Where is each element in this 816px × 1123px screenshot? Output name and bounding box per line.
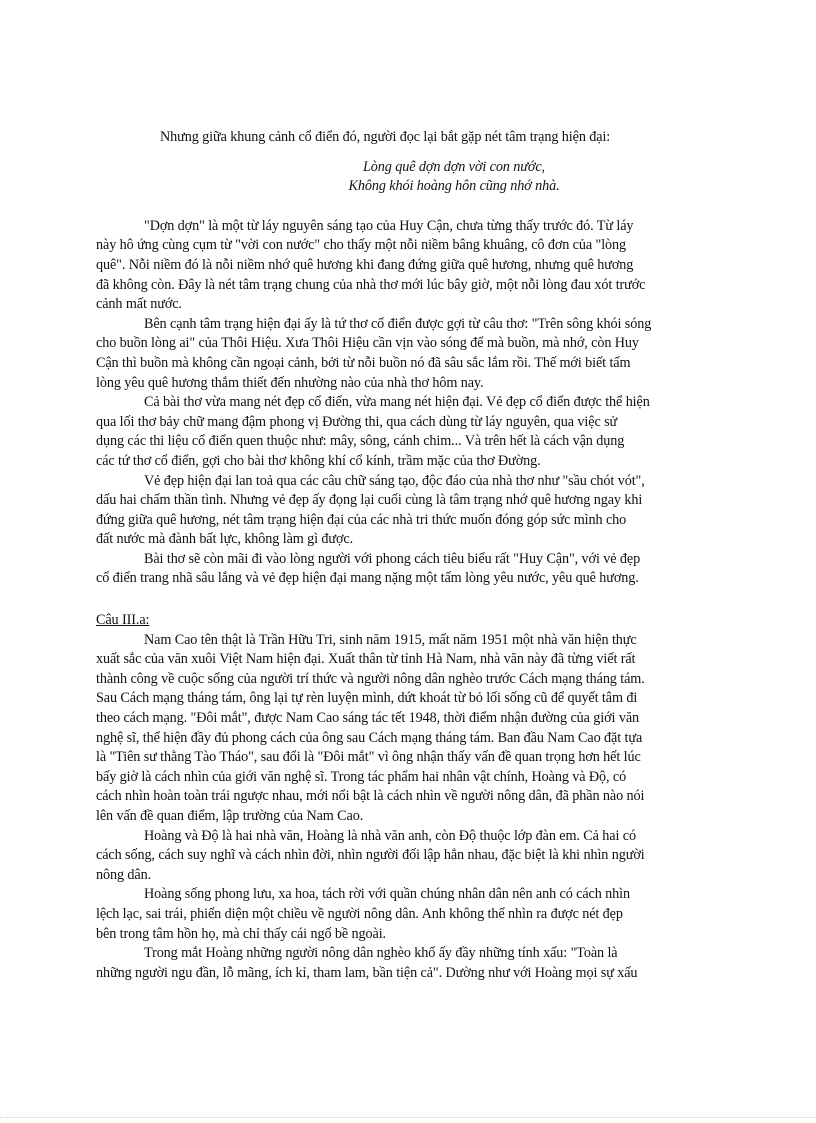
text-line: các tứ thơ cổ điển, gợi cho bài thơ không khí cổ kính, trầm mặc của thơ Đường. [96, 452, 541, 469]
paragraph [96, 315, 726, 393]
section-heading: Câu III.a: [96, 612, 150, 629]
text-line: Vẻ đẹp hiện đại lan toả qua các câu chữ sáng tạo, độc đáo của nhà thơ như "sầu chót vót", [144, 472, 645, 489]
text-line: xuất sắc của văn xuôi Việt Nam hiện đại. Xuất thân từ tỉnh Hà Nam, nhà văn này đã từng viết rất [96, 651, 636, 668]
text-line: bấy giờ là cách nhìn của giới văn nghệ sĩ. Trong tác phẩm hai nhân vật chính, Hoàng và Độ, có [96, 768, 627, 785]
text-line: Nam Cao tên thật là Trần Hữu Tri, sinh năm 1915, mất năm 1951 một nhà văn hiện thực [144, 631, 637, 648]
text-line: những người ngu đần, lỗ mãng, ích kỉ, tham lam, bần tiện cả". Dường như với Hoàng mọi sự xấu [96, 964, 638, 981]
text-line: lên vấn đề quan điểm, lập trường của Nam Cao. [96, 808, 364, 824]
page-bottom-divider [0, 1117, 816, 1118]
text-line: là "Tiên sư thằng Tào Tháo", sau đổi là "Đôi mắt" vì ông nhận thấy vấn đề quan trọng hơn hết lúc [96, 749, 641, 766]
text-line: Sau Cách mạng tháng tám, ông lại tự rèn luyện mình, dứt khoát từ bỏ lối sống cũ để quyết tâm đi [96, 690, 638, 707]
text-line: dấu hai chấm thần tình. Nhưng vẻ đẹp ấy đọng lại cuối cùng là tâm trạng nhớ quê hương ngay khi [96, 492, 643, 509]
document-page [96, 128, 726, 983]
text-line: Hoàng và Độ là hai nhà văn, Hoàng là nhà văn anh, còn Độ thuộc lớp đàn em. Cả hai có [144, 827, 636, 844]
paragraph [96, 631, 726, 827]
poem-line: Không khói hoàng hôn cũng nhớ nhà. [348, 178, 560, 195]
paragraph [96, 944, 726, 983]
text-line: quê". Nỗi niềm đó là nỗi niềm nhớ quê hương khi đang đứng giữa quê hương, nhưng quê hương [96, 256, 634, 273]
text-line: lòng yêu quê hương thắm thiết đến nhường nào của nhà thơ hôm nay. [96, 374, 484, 391]
text-line: cho buồn lòng ai" của Thôi Hiệu. Xưa Thôi Hiệu cần vịn vào sóng để mà buồn, mà nhớ, còn Huy [96, 335, 639, 352]
text-line: dụng các thi liệu cổ điển quen thuộc như: mây, sông, cánh chim... Và trên hết là cách vận dụng [96, 433, 625, 450]
text-line: theo cách mạng. "Đôi mắt", được Nam Cao sáng tác tết 1948, thời điểm nhận đường của giới văn [96, 710, 640, 727]
text-line: thành công về cuộc sống của người trí thức và người nông dân nghèo trước Cách mạng tháng tám. [96, 670, 645, 687]
paragraph [96, 550, 726, 589]
text-line: đã không còn. Đây là nét tâm trạng chung của nhà thơ mới lúc bây giờ, một nỗi lòng đau xót trước [96, 276, 646, 293]
text-line: Cận thì buồn mà không cần ngoại cảnh, bởi từ nỗi buồn nó đã sâu sắc lắm rồi. Thế mới biết tấm [96, 354, 631, 371]
poem-line: Lòng quê dợn dợn vời con nước, [363, 158, 545, 175]
text-line: lệch lạc, sai trái, phiến diện một chiều về người nông dân. Anh không thể nhìn ra được nét đẹp [96, 905, 623, 922]
paragraph [96, 472, 726, 550]
text-line: Bài thơ sẽ còn mãi đi vào lòng người với phong cách tiêu biểu rất "Huy Cận", với vẻ đẹp [144, 550, 641, 567]
text-line: cách sống, cách suy nghĩ và cách nhìn đời, nhìn người đối lập hẳn nhau, đặc biệt là khi nhìn người [96, 847, 645, 864]
text-line: qua lối thơ bảy chữ mang đậm phong vị Đường thi, qua cách dùng từ láy nguyên, qua việc sử [96, 413, 618, 430]
intro-line: Nhưng giữa khung cảnh cổ điển đó, người đọc lại bắt gặp nét tâm trạng hiện đại: [160, 129, 611, 145]
text-line: nghệ sĩ, thể hiện đầy đủ phong cách của ông sau Cách mạng tháng tám. Ban đầu Nam Cao đặt tựa [96, 729, 643, 746]
poem-block [96, 158, 726, 197]
text-line: Cả bài thơ vừa mang nét đẹp cổ điển, vừa mang nét hiện đại. Vẻ đẹp cổ điển được thể hiện [144, 394, 650, 411]
text-line: cổ điển trang nhã sâu lắng và vẻ đẹp hiện đại mang nặng một tấm lòng yêu nước, yêu quê hương. [96, 570, 639, 587]
text-line: nông dân. [96, 866, 152, 883]
text-line: cách nhìn hoàn toàn trái ngược nhau, mới nổi bật là cách nhìn về người nông dân, đã phần nào nói [96, 788, 645, 805]
text-line: Trong mắt Hoàng những người nông dân nghèo khổ ấy đầy những tính xấu: "Toàn là [144, 945, 618, 962]
text-line: này hô ứng cùng cụm từ "vời con nước" cho thấy một nỗi niềm bâng khuâng, cô đơn của "lòng [96, 237, 627, 254]
text-line: đứng giữa quê hương, nét tâm trạng hiện đại của các nhà tri thức muốn đóng góp sức mình cho [96, 511, 627, 528]
paragraph [96, 885, 726, 944]
text-line: Bên cạnh tâm trạng hiện đại ấy là tứ thơ cổ điển được gợi từ câu thơ: "Trên sông khói sóng [144, 315, 652, 332]
paragraph [96, 393, 726, 471]
text-line: đất nước mà đành bất lực, không làm gì được. [96, 531, 354, 548]
paragraph [96, 827, 726, 886]
text-line: cảnh mất nước. [96, 296, 182, 313]
text-line: bên trong tâm hồn họ, mà chỉ thấy cái ngố bề ngoài. [96, 925, 387, 942]
paragraph [96, 217, 726, 315]
text-line: "Dợn dợn" là một từ láy nguyên sáng tạo của Huy Cận, chưa từng thấy trước đó. Từ láy [144, 217, 634, 234]
text-line: Hoàng sống phong lưu, xa hoa, tách rời với quần chúng nhân dân nên anh có cách nhìn [144, 886, 631, 903]
